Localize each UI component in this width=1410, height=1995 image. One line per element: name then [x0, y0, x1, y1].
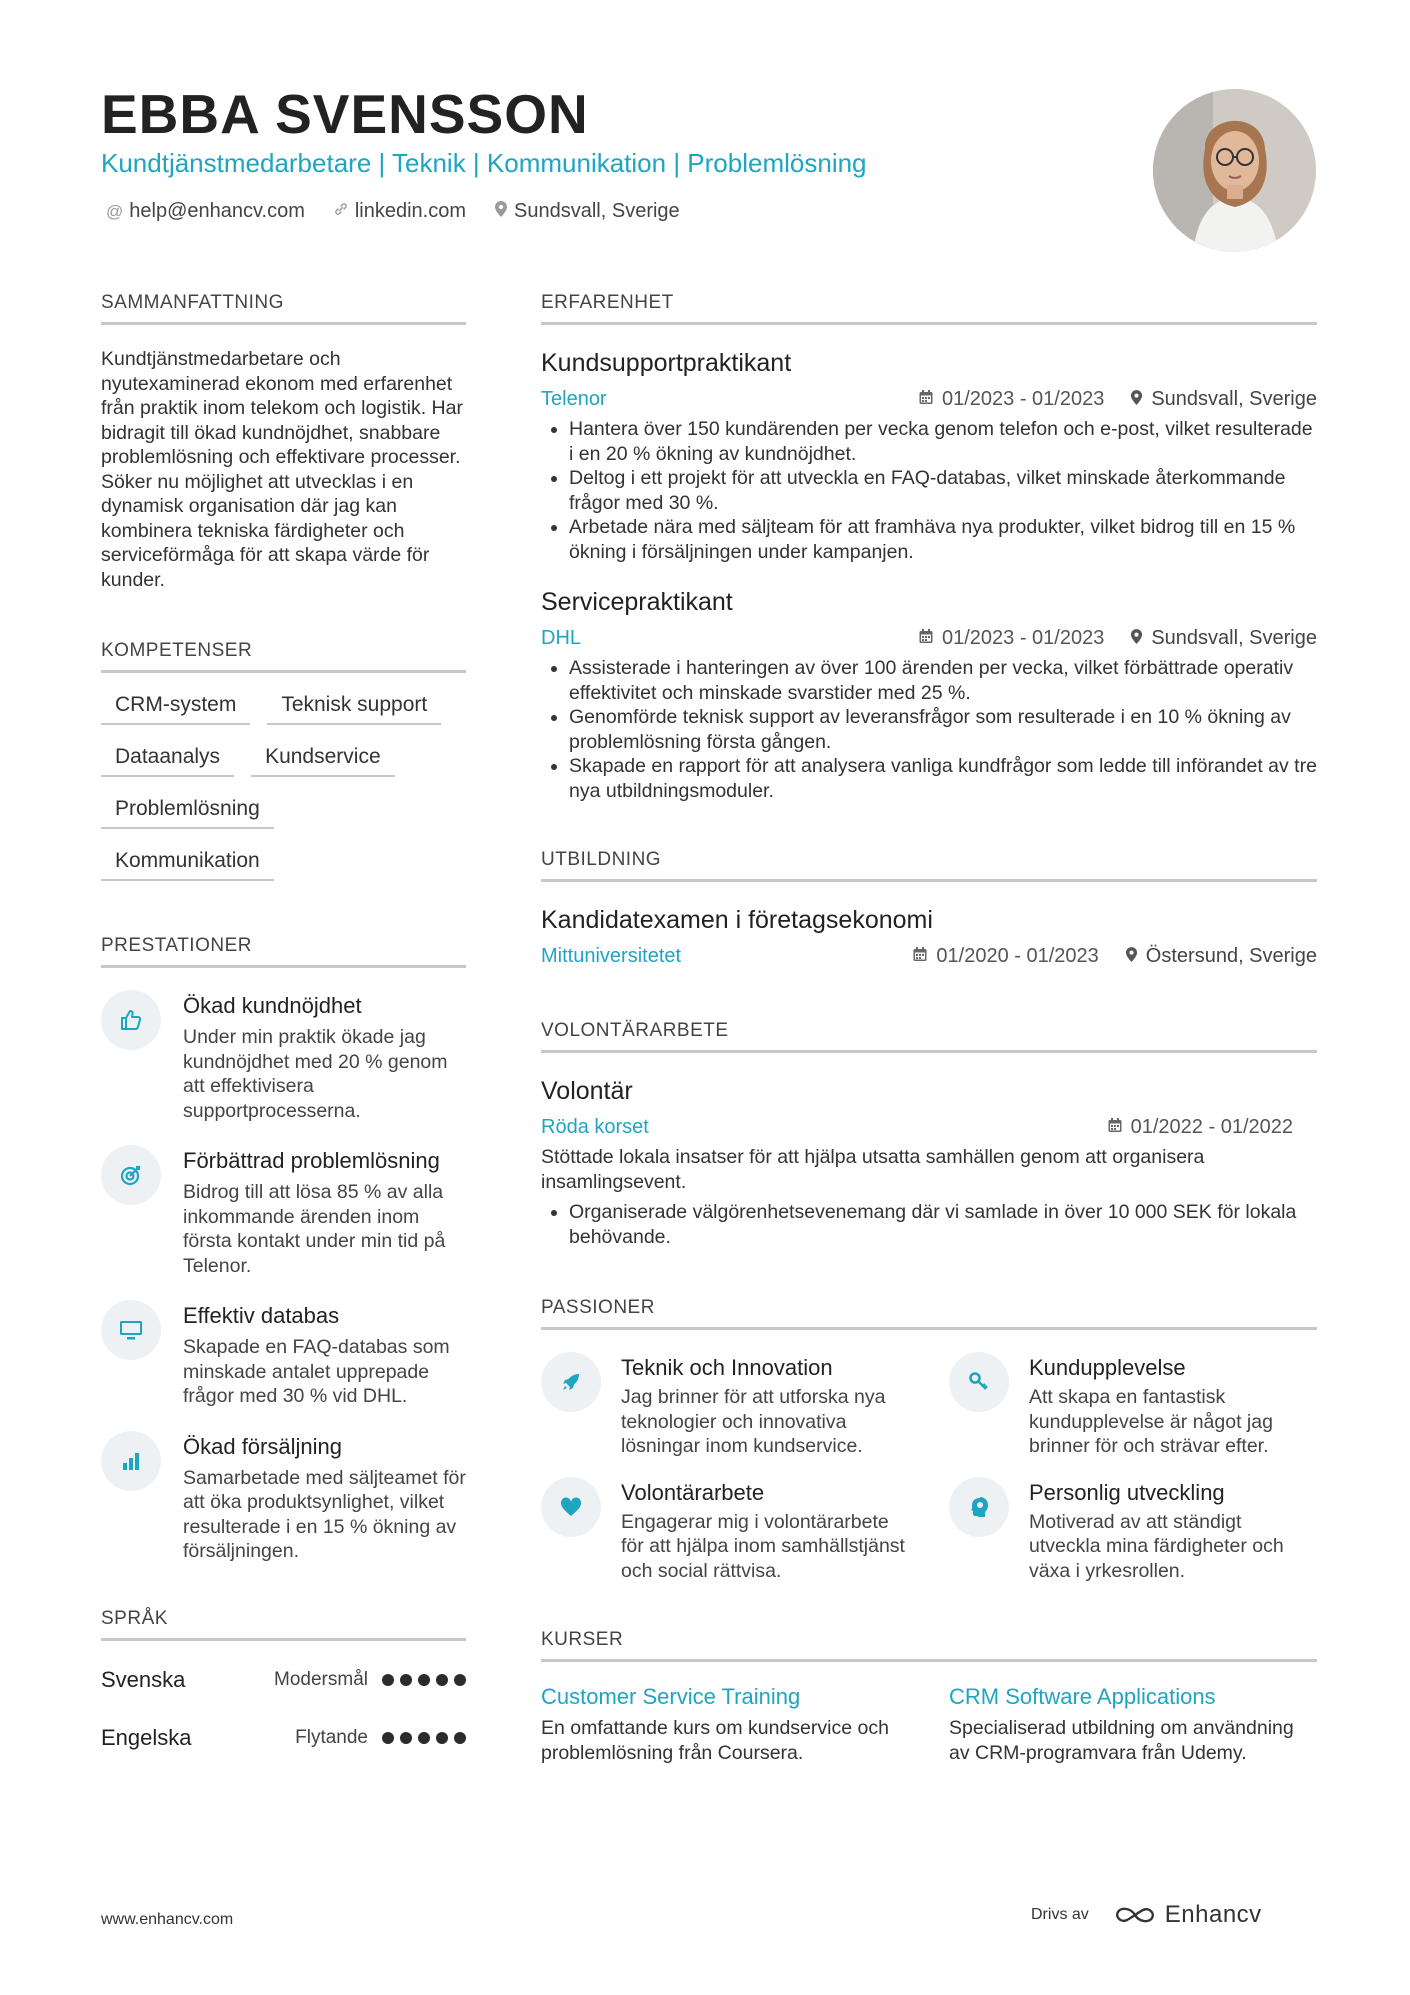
rating-dot: [382, 1732, 394, 1744]
location-text: Sundsvall, Sverige: [1151, 388, 1317, 410]
footer-website[interactable]: www.enhancv.com: [101, 1911, 234, 1928]
passion-item: [541, 1477, 909, 1584]
passion-item: [949, 1477, 1317, 1584]
skill-tag: Teknisk support: [267, 693, 441, 725]
job-title: Servicepraktikant: [541, 588, 733, 616]
job-bullets: [541, 656, 1317, 803]
bullet-item: • Organiserade välgörenhetsevenemang där vi samlade in över 10 000 SEK för lokala behövande.: [569, 1200, 1317, 1249]
candidate-subtitle: Kundtjänstmedarbetare | Teknik | Kommunikation | Problemlösning: [101, 148, 867, 178]
monitor-icon: [101, 1300, 161, 1360]
rocket-icon: [541, 1352, 601, 1412]
language-name: Engelska: [101, 1724, 192, 1750]
brand-name: Enhancv: [1164, 1901, 1262, 1928]
course-item: [541, 1684, 909, 1765]
date-text: 01/2022 - 01/2022: [1130, 1116, 1293, 1138]
experience-heading: ERFARENHET: [541, 292, 1317, 325]
course-desc: En omfattande kurs om kundservice och problemlösning från Coursera.: [541, 1717, 889, 1764]
bullet-item: • Arbetade nära med säljteam för att framhäva nya produkter, vilket bidrog till en 15 % ökning i försäljningen under kampanjen.: [569, 515, 1317, 564]
passion-item: [949, 1352, 1317, 1459]
key-icon: [949, 1352, 1009, 1412]
link-icon: [333, 201, 349, 222]
achievement-desc: Under min praktik ökade jag kundnöjdhet med 20 % genom att effektivisera supportprocesserna.: [183, 1026, 448, 1122]
summary-heading: SAMMANFATTNING: [101, 292, 466, 325]
language-rating: [382, 1674, 466, 1686]
contact-location: [494, 200, 680, 223]
bar-chart-icon: [101, 1431, 161, 1491]
map-pin-icon: [1130, 389, 1143, 411]
job-meta: [541, 388, 1317, 411]
achievement-title: Effektiv databas: [183, 1303, 340, 1328]
achievement-desc: Skapade en FAQ-databas som minskade antalet upprepade frågor med 30 % vid DHL.: [183, 1336, 450, 1407]
education-meta: [541, 945, 1317, 968]
left-column: [101, 292, 466, 1751]
rating-dot: [454, 1732, 466, 1744]
location-text: Östersund, Sverige: [1145, 945, 1317, 967]
education-date: [912, 945, 1098, 968]
rating-dot: [400, 1674, 412, 1686]
skills-list: [101, 693, 466, 881]
education-heading: UTBILDNING: [541, 849, 1317, 882]
skill-tag: CRM-system: [101, 693, 250, 725]
target-icon: [101, 1145, 161, 1205]
map-pin-icon: [494, 200, 508, 223]
calendar-icon: [912, 946, 928, 967]
language-rating: [382, 1732, 466, 1744]
achievement-desc: Bidrog till att lösa 85 % av alla inkommande ärenden inom första kontakt under min tid på Telenor.: [183, 1181, 446, 1277]
contact-email[interactable]: [106, 200, 305, 223]
date-text: 01/2020 - 01/2023: [936, 945, 1099, 967]
right-column: [541, 292, 1317, 1765]
achievement-title: Ökad försäljning: [183, 1433, 342, 1459]
date-text: 01/2023 - 01/2023: [941, 388, 1105, 410]
achievement-item: [101, 1431, 466, 1564]
skill-tag: Problemlösning: [101, 797, 274, 829]
profile-photo: [1153, 89, 1316, 252]
at-icon: @: [106, 201, 124, 221]
volunteer-heading: VOLONTÄRARBETE: [541, 1020, 1317, 1053]
rating-dot: [436, 1674, 448, 1686]
job-date: [918, 388, 1104, 411]
footer-powered-by: [1031, 1901, 1262, 1929]
passion-desc: Jag brinner för att utforska nya teknologier och innovativa lösningar inom kundservice.: [621, 1386, 886, 1457]
job-location: [1130, 388, 1317, 411]
contact-linkedin[interactable]: [333, 200, 466, 223]
job-date: [918, 627, 1104, 650]
bullet-item: • Genomförde teknisk support av leveransfrågor som resulterade i en 10 % ökning av problemlösning första gången.: [569, 705, 1317, 754]
powered-label: Drivs av: [1031, 1906, 1089, 1923]
passion-title: Volontärarbete: [621, 1479, 765, 1505]
degree-title: Kandidatexamen i företagsekonomi: [541, 906, 933, 934]
location-text: Sundsvall, Sverige: [1151, 627, 1317, 649]
bullet-item: • Assisterade i hanteringen av över 100 ärenden per vecka, vilket förbättrade operativ effektivitet och minskade svarstider med 25 %.: [569, 656, 1317, 705]
calendar-icon: [918, 389, 934, 410]
rating-dot: [454, 1674, 466, 1686]
courses-grid: [541, 1684, 1317, 1765]
rating-dot: [418, 1674, 430, 1686]
passion-desc: Att skapa en fantastisk kundupplevelse är något jag brinner för och strävar efter.: [1029, 1386, 1273, 1457]
heart-icon: [541, 1477, 601, 1537]
courses-heading: KURSER: [541, 1629, 1317, 1662]
date-text: 01/2023 - 01/2023: [941, 627, 1105, 649]
skill-tag: Dataanalys: [101, 745, 234, 777]
location-text: Sundsvall, Sverige: [514, 200, 680, 222]
skill-tag: Kundservice: [251, 745, 395, 777]
rating-dot: [400, 1732, 412, 1744]
passion-title: Teknik och Innovation: [621, 1355, 833, 1380]
passion-item: [541, 1352, 909, 1459]
map-pin-icon: [1125, 946, 1138, 968]
map-pin-icon: [1130, 628, 1143, 650]
calendar-icon: [1107, 1117, 1123, 1138]
language-level: Flytande: [295, 1726, 368, 1748]
course-title: CRM Software Applications: [949, 1684, 1216, 1709]
skill-tag: Kommunikation: [101, 849, 274, 881]
rating-dot: [418, 1732, 430, 1744]
enhancv-logo[interactable]: [1113, 1901, 1262, 1929]
bullet-item: • Deltog i ett projekt för att utveckla en FAQ-databas, vilket minskade återkommande frågor med 30 %.: [569, 466, 1317, 515]
summary-text: Kundtjänstmedarbetare och nyutexaminerad ekonom med erfarenhet från praktik inom telekom och logistik. Har bidragit till ökad kundnöjdhet, snabbare problemlösning och effektivare processer. Söker nu möjlighet att utvecklas i en dynamisk organisation där jag kan kombinera tekniska färdigheter och serviceförmåga för att skapa värde för kunder.: [101, 348, 463, 591]
company-name: DHL: [541, 627, 582, 649]
languages-heading: SPRÅK: [101, 1608, 466, 1641]
school-name: Mittuniversitetet: [541, 945, 682, 967]
achievement-desc: Samarbetade med säljteamet för att öka produktsynlighet, vilket resulterade i en 15 % ökning av försäljningen.: [183, 1466, 466, 1562]
achievement-item: [101, 990, 466, 1123]
language-name: Svenska: [101, 1666, 186, 1692]
course-item: [949, 1684, 1317, 1765]
volunteer-meta: [541, 1116, 1317, 1139]
achievement-item: [101, 1300, 466, 1409]
job-title: Kundsupportpraktikant: [541, 349, 792, 377]
candidate-name: EBBA SVENSSON: [101, 83, 589, 145]
passions-heading: PASSIONER: [541, 1297, 1317, 1330]
language-row: [101, 1725, 466, 1751]
passion-title: Kundupplevelse: [1029, 1355, 1186, 1380]
volunteer-desc: Stöttade lokala insatser för att hjälpa utsatta samhällen genom att organisera insamlingsevent.: [541, 1146, 1205, 1193]
contact-row: [106, 200, 680, 223]
job-meta: [541, 627, 1317, 650]
bullet-item: • Hantera över 150 kundärenden per vecka genom telefon och e-post, vilket resulterade i en 20 % ökning av kundnöjdhet.: [569, 417, 1317, 466]
education-location: [1125, 945, 1317, 968]
skills-heading: KOMPETENSER: [101, 640, 466, 673]
linkedin-text: linkedin.com: [354, 200, 467, 222]
experience-entry: [541, 349, 1317, 564]
passion-title: Personlig utveckling: [1029, 1479, 1225, 1505]
passion-desc: Motiverad av att ständigt utveckla mina färdigheter och växa i yrkesrollen.: [1029, 1510, 1284, 1582]
volunteer-date: [1107, 1116, 1293, 1139]
experience-entry: [541, 588, 1317, 803]
language-level: Modersmål: [274, 1668, 368, 1690]
job-location: [1130, 627, 1317, 650]
thumbs-up-icon: [101, 990, 161, 1050]
email-text: help@enhancv.com: [129, 200, 305, 222]
job-bullets: [541, 417, 1317, 564]
volunteer-org: Röda korset: [541, 1116, 649, 1138]
infinity-icon: [1113, 1904, 1157, 1926]
achievement-title: Ökad kundnöjdhet: [183, 993, 362, 1018]
passion-desc: Engagerar mig i volontärarbete för att hjälpa inom samhällstjänst och social rättvisa.: [621, 1510, 905, 1582]
head-icon: [949, 1477, 1009, 1537]
volunteer-bullets: [541, 1200, 1317, 1249]
volunteer-role: Volontär: [541, 1077, 633, 1105]
rating-dot: [436, 1732, 448, 1744]
achievements-heading: PRESTATIONER: [101, 935, 466, 968]
calendar-icon: [918, 628, 934, 649]
course-desc: Specialiserad utbildning om användning av CRM-programvara från Udemy.: [949, 1717, 1294, 1764]
achievement-title: Förbättrad problemlösning: [183, 1148, 440, 1173]
company-name: Telenor: [541, 388, 607, 410]
passions-grid: [541, 1352, 1317, 1583]
achievement-item: [101, 1145, 466, 1278]
language-row: [101, 1667, 466, 1693]
course-title: Customer Service Training: [541, 1684, 801, 1709]
bullet-item: • Skapade en rapport för att analysera vanliga kundfrågor som ledde till införandet av tre nya utbildningsmoduler.: [569, 754, 1317, 803]
rating-dot: [382, 1674, 394, 1686]
